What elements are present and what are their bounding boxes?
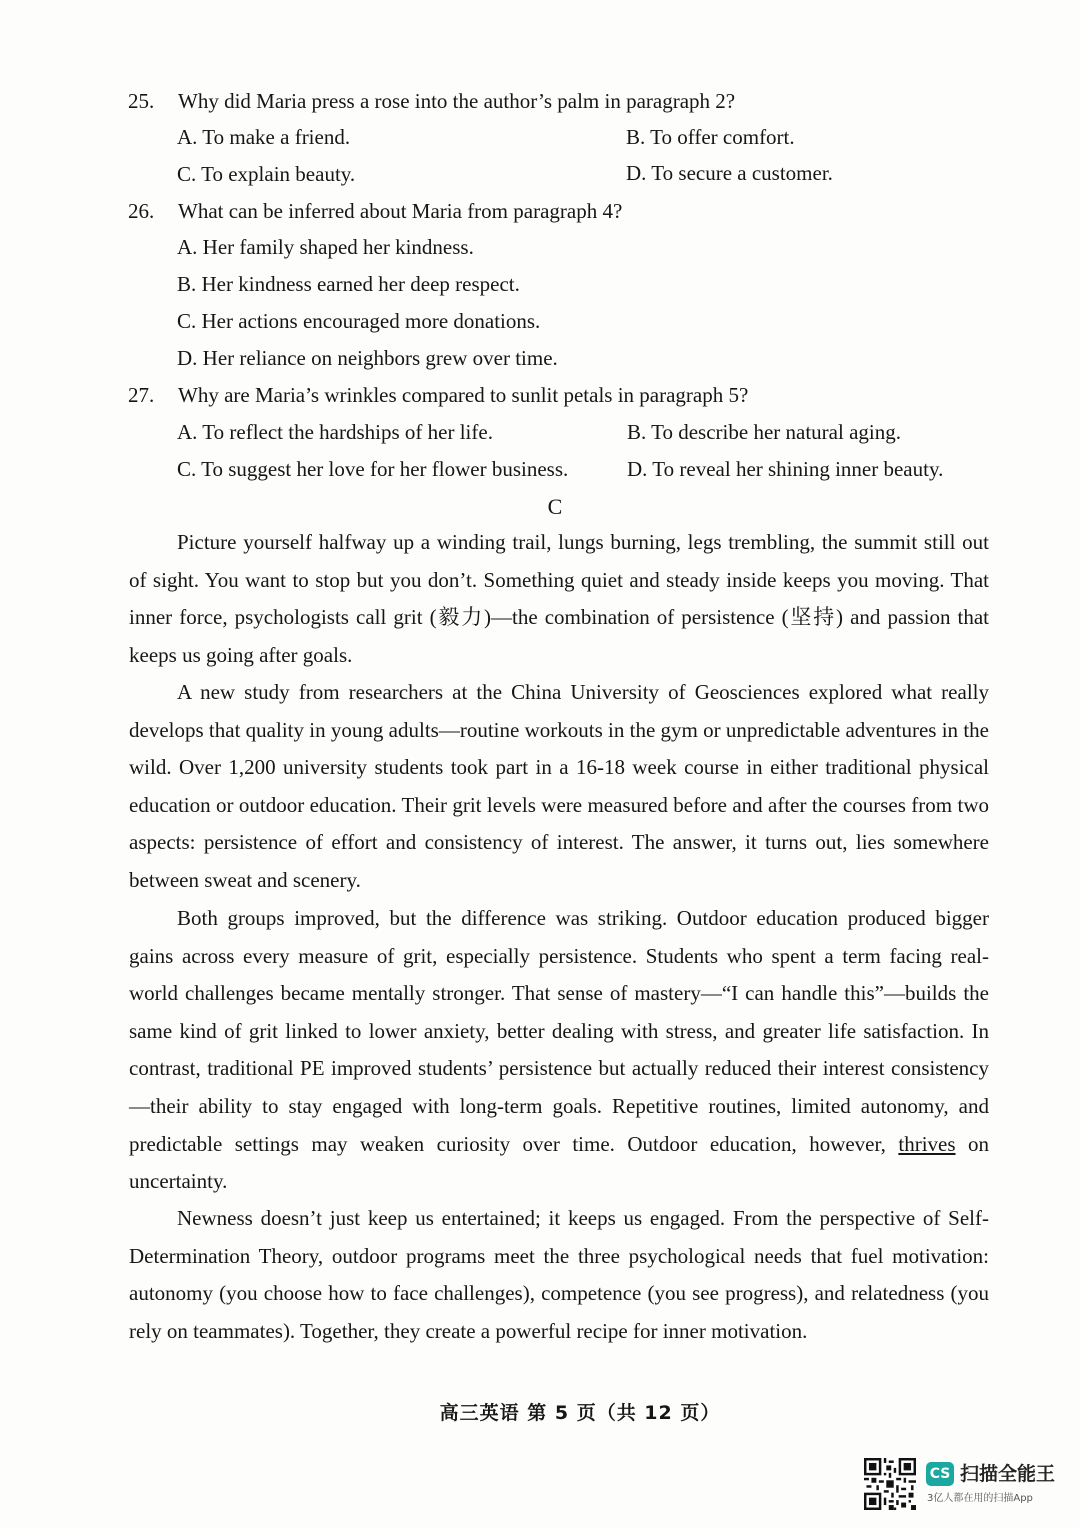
question-25 xyxy=(128,88,735,114)
option-27-c: C. To suggest her love for her flower business. xyxy=(177,457,569,481)
paragraph-text: Both groups improved, but the difference was striking. Outdoor education produced bigger gains across every measure of grit, especially persistence. Students who spent a term facing real-world challenges became mentally stronger. That sense of mastery—“I can handle this”—builds the same kind of grit linked to lower anxiety, better dealing with stress, and greater life satisfaction. In contrast, traditional PE improved students’ persistence but actually reduced their interest consistency—their ability to stay engaged with long-term goals. Repetitive routines, limited autonomy, and predictable settings may weaken curiosity over time. Outdoor education, however, xyxy=(129,906,989,1156)
page-footer: 高三英语 第 5 页（共 12 页） xyxy=(439,1402,721,1424)
option-27-d: D. To reveal her shining inner beauty. xyxy=(627,457,944,481)
underlined-word: thrives xyxy=(898,1131,956,1156)
qr-code-icon xyxy=(864,1458,916,1510)
question-27 xyxy=(128,382,748,408)
option-25-b: B. To offer comfort. xyxy=(626,125,795,149)
question-stem: What can be inferred about Maria from paragraph 4? xyxy=(178,199,623,223)
option-27-b: B. To describe her natural aging. xyxy=(627,420,901,444)
question-26 xyxy=(128,198,622,224)
option-26-d: D. Her reliance on neighbors grew over time. xyxy=(177,346,558,370)
question-stem: Why are Maria’s wrinkles compared to sunlit petals in paragraph 5? xyxy=(178,383,749,407)
question-stem: Why did Maria press a rose into the author’s palm in paragraph 2? xyxy=(178,89,736,113)
scanner-tagline: 3亿人都在用的扫描App xyxy=(927,1493,1033,1504)
camscanner-logo-icon: CS xyxy=(926,1462,954,1486)
option-25-c: C. To explain beauty. xyxy=(177,162,356,186)
option-25-d: D. To secure a customer. xyxy=(626,161,833,185)
section-heading: C xyxy=(547,494,563,519)
passage-paragraph-1: Picture yourself halfway up a winding trail, lungs burning, legs trembling, the summit still out of sight. You want to stop but you don’t. Something quiet and steady inside keeps you moving. That inner force, psychologists call grit (毅力)—the combination of persistence (坚持) and passion that keeps us going after goals. xyxy=(129,530,989,667)
passage-paragraph-3 xyxy=(129,900,989,1201)
paragraph-text: on uncertainty. xyxy=(129,1131,989,1194)
question-number: 26. xyxy=(128,199,155,223)
option-26-a: A. Her family shaped her kindness. xyxy=(177,235,474,259)
option-26-b: B. Her kindness earned her deep respect. xyxy=(177,272,520,296)
question-number: 25. xyxy=(128,89,155,113)
option-25-a: A. To make a friend. xyxy=(177,125,351,149)
passage-paragraph-2: A new study from researchers at the China University of Geosciences explored what really develops that quality in young adults—routine workouts in the gym or unpredictable adventures in the wild. Over 1,200 university students took part in a 16-18 week course in either traditional physical education or outdoor education. Their grit levels were measured before and after the courses from two aspects: persistence of effort and consistency of interest. The answer, it turns out, lies somewhere between sweat and scenery. xyxy=(129,680,989,892)
question-number: 27. xyxy=(128,383,155,407)
option-27-a: A. To reflect the hardships of her life. xyxy=(177,420,493,444)
option-26-c: C. Her actions encouraged more donations. xyxy=(177,309,541,333)
scanner-brand: 扫描全能王 xyxy=(960,1463,1056,1485)
passage-paragraph-4: Newness doesn’t just keep us entertained; it keeps us engaged. From the perspective of Self-Determination Theory, outdoor programs meet the three psychological needs that fuel motivation: autonomy (you choose how to face challenges), competence (you see progress), and relatedness (you rely on teammates). Together, they create a powerful recipe for inner motivation. xyxy=(129,1206,989,1343)
